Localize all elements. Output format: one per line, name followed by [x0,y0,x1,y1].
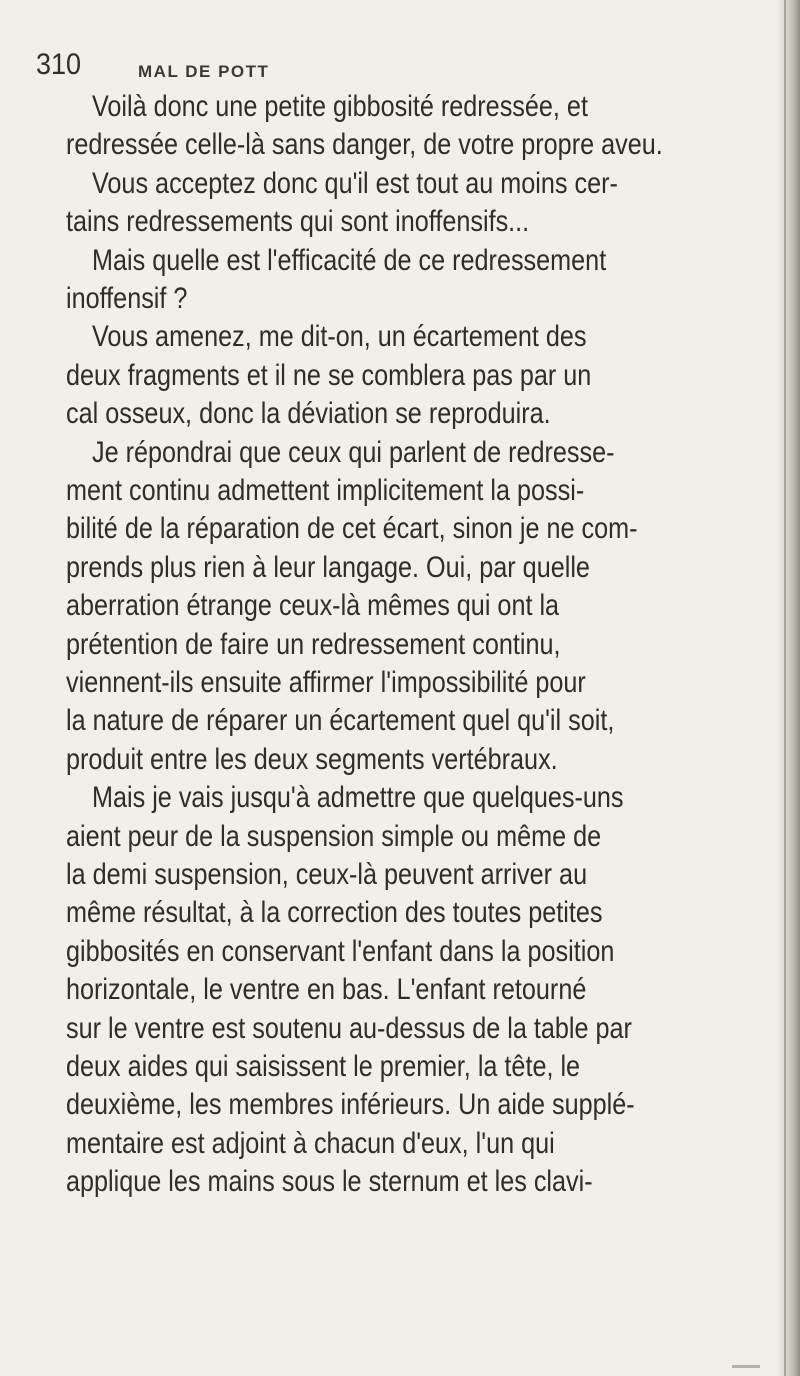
text-line: cal osseux, donc la déviation se reproduira. [66,397,551,431]
text-line: bilité de la réparation de cet écart, sinon je ne com- [66,512,638,546]
text-line: prétention de faire un redressement continu, [66,627,561,661]
page-number: 310 [36,48,82,81]
text-line: même résultat, à la correction des toutes petites [66,896,603,930]
text-line: inoffensif ? [66,282,188,315]
text-line: viennent-ils ensuite affirmer l'impossibilité pour [66,666,586,699]
text-line: Je répondrai que ceux qui parlent de redresse- [92,435,615,469]
text-line: horizontale, le ventre en bas. L'enfant retourné [66,973,587,1007]
text-line: la demi suspension, ceux-là peuvent arriver au [66,858,588,891]
text-line: mentaire est adjoint à chacun d'eux, l'un qui [66,1126,555,1160]
text-line: Voilà donc une petite gibbosité redressée, et [92,90,588,123]
page-edge-line [784,0,786,1376]
text-line: aient peur de la suspension simple ou même de [66,819,602,853]
text-line: tains redressements qui sont inoffensifs... [66,205,530,239]
text-line: Mais quelle est l'efficacité de ce redressement [92,243,607,277]
text-line: redressée celle-là sans danger, de votre propre aveu. [66,128,663,162]
text-line: produit entre les deux segments vertébraux. [66,742,558,776]
text-line: ment continu admettent implicitement la possi- [66,474,585,507]
text-line: gibbosités en conservant l'enfant dans la position [66,934,615,968]
text-line: deux aides qui saisissent le premier, la tête, le [66,1050,581,1083]
text-line: deux fragments et il ne se comblera pas par un [66,358,592,392]
text-line: aberration étrange ceux-là mêmes qui ont la [66,589,560,623]
text-line: Vous amenez, me dit-on, un écartement des [92,320,587,354]
text-line: applique les mains sous le sternum et les clavi- [66,1165,593,1199]
text-line: deuxième, les membres inférieurs. Un aide supplé- [66,1088,635,1122]
text-line: sur le ventre est soutenu au-dessus de la table par [66,1011,632,1045]
running-head: MAL DE POTT [138,62,270,81]
page-edge-shadow [778,0,800,1376]
text-line: Mais je vais jusqu'à admettre que quelques-uns [92,781,624,815]
text-line: la nature de réparer un écartement quel qu'il soit, [66,704,615,738]
text-line: prends plus rien à leur langage. Oui, par quelle [66,550,590,584]
text-line: Vous acceptez donc qu'il est tout au moins cer- [92,166,618,200]
print-smudge [732,1365,760,1368]
